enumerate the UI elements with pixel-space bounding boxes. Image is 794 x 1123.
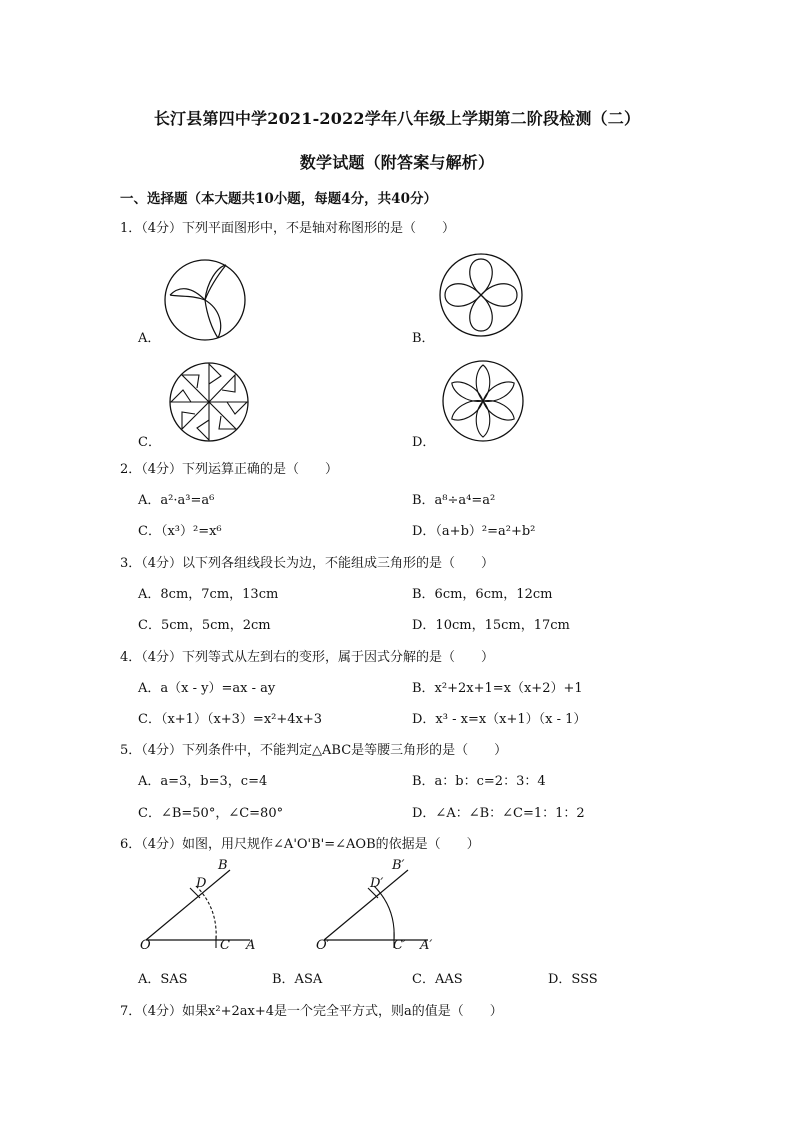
q2-option-d: D．（a+b）²=a²+b² <box>412 524 536 539</box>
q2-option-a: A．a²·a³=a⁶ <box>138 493 215 508</box>
q1-option-d: D． <box>412 435 436 450</box>
exam-subtitle: 数学试题（附答案与解析） <box>299 153 495 172</box>
q5-option-a: A．a=3，b=3，c=4 <box>138 774 268 789</box>
q3-option-b: B．6cm，6cm，12cm <box>412 587 553 602</box>
question-4-stem: 4．（4分）下列等式从左到右的变形，属于因式分解的是（ ） <box>120 650 495 665</box>
fig-right-label-c: C′ <box>393 938 406 953</box>
fig-left-label-b: B <box>218 858 228 873</box>
question-1-stem: 1．（4分）下列平面图形中，不是轴对称图形的是（ ） <box>120 221 456 236</box>
q2-option-b: B．a⁸÷a⁴=a² <box>412 493 496 508</box>
q1-option-c: C． <box>138 435 161 450</box>
q4-option-b: B．x²+2x+1=x（x+2）+1 <box>412 681 583 696</box>
q6-option-a: A．SAS <box>138 972 188 987</box>
question-6-stem: 6．（4分）如图，用尺规作∠A'O'B'=∠AOB的依据是（ ） <box>120 837 480 852</box>
fig-left-label-a: A <box>246 938 256 953</box>
fig-right-label-d: D′ <box>370 876 384 891</box>
q3-option-c: C．5cm，5cm，2cm <box>138 618 271 633</box>
q4-option-c: C．（x+1）（x+3）=x²+4x+3 <box>138 712 323 727</box>
q3-option-a: A．8cm，7cm，13cm <box>138 587 279 602</box>
q1-option-a: A． <box>138 331 161 346</box>
q5-option-d: D．∠A：∠B：∠C=1：1：2 <box>412 806 585 821</box>
section-heading: 一、选择题（本大题共10小题，每题4分，共40分） <box>120 191 437 207</box>
question-2-stem: 2．（4分）下列运算正确的是（ ） <box>120 462 339 477</box>
q5-option-b: B．a：b：c=2：3：4 <box>412 774 546 789</box>
fig-right-label-b: B′ <box>392 858 405 873</box>
q6-option-d: D．SSS <box>548 972 598 987</box>
fig-left-label-o: O <box>140 938 151 953</box>
pinwheel-circle-icon <box>167 360 251 444</box>
exam-title: 长汀县第四中学2021-2022学年八年级上学期第二阶段检测（二） <box>153 109 641 128</box>
three-arc-circle-icon <box>162 257 248 343</box>
fig-left-label-d: D <box>196 876 207 891</box>
question-5-stem: 5．（4分）下列条件中，不能判定△ABC是等腰三角形的是（ ） <box>120 743 508 758</box>
fig-left-label-c: C <box>220 938 230 953</box>
four-petal-circle-icon <box>437 251 525 339</box>
q3-option-d: D．10cm，15cm，17cm <box>412 618 570 633</box>
q1-option-b: B． <box>412 331 435 346</box>
q2-option-c: C．（x³）²=x⁶ <box>138 524 222 539</box>
fig-right-label-a: A′ <box>420 938 433 953</box>
q6-option-b: B．ASA <box>272 972 323 987</box>
q6-option-c: C．AAS <box>412 972 463 987</box>
question-7-stem: 7．（4分）如果x²+2ax+4是一个完全平方式，则a的值是（ ） <box>120 1004 503 1019</box>
six-petal-circle-icon <box>440 358 526 444</box>
q4-option-a: A．a（x - y）=ax - ay <box>138 681 276 696</box>
q5-option-c: C．∠B=50°，∠C=80° <box>138 806 284 821</box>
fig-right-label-o: O′ <box>316 938 330 953</box>
question-3-stem: 3．（4分）以下列各组线段长为边，不能组成三角形的是（ ） <box>120 556 495 571</box>
q4-option-d: D．x³ - x=x（x+1）（x - 1） <box>412 712 587 727</box>
